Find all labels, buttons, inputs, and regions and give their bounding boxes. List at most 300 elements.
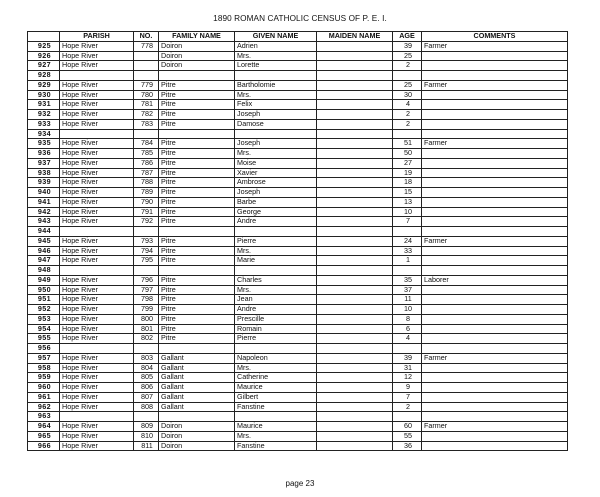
parish-cell: Hope River [60, 363, 134, 373]
maiden-name-cell [317, 295, 393, 305]
parish-cell: Hope River [60, 285, 134, 295]
maiden-name-cell [317, 422, 393, 432]
table-row [28, 61, 568, 71]
family-name-cell [159, 129, 235, 139]
comments-cell [422, 51, 568, 61]
family-name-cell: Gallant [159, 373, 235, 383]
given-name-cell [235, 266, 317, 276]
family-name-cell: Pitre [159, 256, 235, 266]
line-number-cell: 943 [28, 217, 60, 227]
given-name-cell [235, 344, 317, 354]
age-cell: 30 [393, 90, 422, 100]
table-row [28, 119, 568, 129]
no-cell [134, 51, 159, 61]
given-name-cell: Marie [235, 256, 317, 266]
age-cell: 2 [393, 402, 422, 412]
parish-cell: Hope River [60, 383, 134, 393]
family-name-cell: Pitre [159, 119, 235, 129]
line-number-cell: 957 [28, 353, 60, 363]
no-cell [134, 227, 159, 237]
comments-cell [422, 412, 568, 422]
comments-cell [422, 431, 568, 441]
given-name-cell: Gilbert [235, 392, 317, 402]
family-name-cell: Pitre [159, 217, 235, 227]
given-name-cell: Damose [235, 119, 317, 129]
no-cell [134, 412, 159, 422]
maiden-name-cell [317, 256, 393, 266]
given-name-cell: Mrs. [235, 285, 317, 295]
family-name-cell: Pitre [159, 149, 235, 159]
line-number-cell: 961 [28, 392, 60, 402]
line-number-cell: 952 [28, 305, 60, 315]
maiden-name-cell [317, 285, 393, 295]
maiden-name-cell [317, 188, 393, 198]
header-no: NO. [134, 32, 159, 42]
comments-cell [422, 392, 568, 402]
given-name-cell: Joseph [235, 188, 317, 198]
comments-cell [422, 402, 568, 412]
line-number-cell: 926 [28, 51, 60, 61]
maiden-name-cell [317, 139, 393, 149]
table-row [28, 227, 568, 237]
maiden-name-cell [317, 275, 393, 285]
age-cell: 10 [393, 207, 422, 217]
given-name-cell: Romain [235, 324, 317, 334]
line-number-cell: 939 [28, 178, 60, 188]
maiden-name-cell [317, 431, 393, 441]
line-number-cell: 949 [28, 275, 60, 285]
family-name-cell: Pitre [159, 197, 235, 207]
maiden-name-cell [317, 197, 393, 207]
table-row [28, 207, 568, 217]
age-cell: 35 [393, 275, 422, 285]
family-name-cell [159, 266, 235, 276]
line-number-cell: 964 [28, 422, 60, 432]
maiden-name-cell [317, 324, 393, 334]
age-cell: 33 [393, 246, 422, 256]
parish-cell: Hope River [60, 324, 134, 334]
table-row [28, 90, 568, 100]
family-name-cell: Pitre [159, 188, 235, 198]
no-cell: 787 [134, 168, 159, 178]
header-given-name: GIVEN NAME [235, 32, 317, 42]
given-name-cell: Maurice [235, 422, 317, 432]
comments-cell [422, 227, 568, 237]
comments-cell [422, 295, 568, 305]
parish-cell: Hope River [60, 314, 134, 324]
age-cell: 31 [393, 363, 422, 373]
header-comments: COMMENTS [422, 32, 568, 42]
line-number-cell: 932 [28, 110, 60, 120]
parish-cell: Hope River [60, 295, 134, 305]
table-row [28, 41, 568, 51]
line-number-cell: 963 [28, 412, 60, 422]
comments-cell: Farmer [422, 41, 568, 51]
age-cell [393, 129, 422, 139]
maiden-name-cell [317, 353, 393, 363]
age-cell [393, 412, 422, 422]
maiden-name-cell [317, 373, 393, 383]
no-cell: 802 [134, 334, 159, 344]
family-name-cell: Pitre [159, 158, 235, 168]
line-number-cell: 936 [28, 149, 60, 159]
no-cell: 792 [134, 217, 159, 227]
line-number-cell: 965 [28, 431, 60, 441]
no-cell: 810 [134, 431, 159, 441]
maiden-name-cell [317, 51, 393, 61]
age-cell: 15 [393, 188, 422, 198]
header-row [28, 32, 568, 42]
no-cell: 808 [134, 402, 159, 412]
table-row [28, 188, 568, 198]
no-cell: 807 [134, 392, 159, 402]
given-name-cell [235, 71, 317, 81]
line-number-cell: 959 [28, 373, 60, 383]
parish-cell: Hope River [60, 178, 134, 188]
parish-cell: Hope River [60, 51, 134, 61]
line-number-cell: 953 [28, 314, 60, 324]
given-name-cell: Mrs. [235, 90, 317, 100]
table-row [28, 334, 568, 344]
line-number-cell: 948 [28, 266, 60, 276]
family-name-cell: Gallant [159, 383, 235, 393]
age-cell: 36 [393, 441, 422, 451]
table-row [28, 217, 568, 227]
no-cell [134, 266, 159, 276]
age-cell: 7 [393, 217, 422, 227]
given-name-cell [235, 129, 317, 139]
parish-cell: Hope River [60, 100, 134, 110]
line-number-cell: 954 [28, 324, 60, 334]
family-name-cell: Gallant [159, 353, 235, 363]
table-row [28, 80, 568, 90]
table-row [28, 324, 568, 334]
parish-cell: Hope River [60, 431, 134, 441]
given-name-cell: Napoleon [235, 353, 317, 363]
parish-cell: Hope River [60, 256, 134, 266]
no-cell: 784 [134, 139, 159, 149]
no-cell: 791 [134, 207, 159, 217]
maiden-name-cell [317, 314, 393, 324]
comments-cell [422, 110, 568, 120]
no-cell: 778 [134, 41, 159, 51]
no-cell [134, 129, 159, 139]
comments-cell: Farmer [422, 236, 568, 246]
maiden-name-cell [317, 129, 393, 139]
age-cell: 37 [393, 285, 422, 295]
family-name-cell: Doiron [159, 61, 235, 71]
table-row [28, 422, 568, 432]
no-cell: 811 [134, 441, 159, 451]
family-name-cell: Gallant [159, 402, 235, 412]
no-cell: 805 [134, 373, 159, 383]
family-name-cell: Pitre [159, 334, 235, 344]
table-row [28, 412, 568, 422]
age-cell: 12 [393, 373, 422, 383]
parish-cell: Hope River [60, 139, 134, 149]
maiden-name-cell [317, 344, 393, 354]
parish-cell: Hope River [60, 275, 134, 285]
comments-cell [422, 158, 568, 168]
age-cell: 25 [393, 51, 422, 61]
line-number-cell: 951 [28, 295, 60, 305]
no-cell [134, 71, 159, 81]
family-name-cell: Gallant [159, 363, 235, 373]
parish-cell [60, 227, 134, 237]
line-number-cell: 962 [28, 402, 60, 412]
no-cell: 801 [134, 324, 159, 334]
maiden-name-cell [317, 266, 393, 276]
no-cell: 794 [134, 246, 159, 256]
family-name-cell: Pitre [159, 168, 235, 178]
age-cell: 1 [393, 256, 422, 266]
line-number-cell: 925 [28, 41, 60, 51]
comments-cell [422, 383, 568, 393]
line-number-cell: 927 [28, 61, 60, 71]
age-cell: 50 [393, 149, 422, 159]
table-row [28, 363, 568, 373]
line-number-cell: 930 [28, 90, 60, 100]
age-cell: 19 [393, 168, 422, 178]
table-row [28, 256, 568, 266]
given-name-cell: Lorette [235, 61, 317, 71]
given-name-cell [235, 412, 317, 422]
maiden-name-cell [317, 217, 393, 227]
comments-cell [422, 90, 568, 100]
parish-cell [60, 129, 134, 139]
comments-cell [422, 168, 568, 178]
family-name-cell: Gallant [159, 392, 235, 402]
maiden-name-cell [317, 158, 393, 168]
given-name-cell: Mrs. [235, 431, 317, 441]
given-name-cell: Catherine [235, 373, 317, 383]
age-cell: 39 [393, 41, 422, 51]
header-age: AGE [393, 32, 422, 42]
given-name-cell: Prescille [235, 314, 317, 324]
comments-cell [422, 285, 568, 295]
given-name-cell: Joseph [235, 139, 317, 149]
family-name-cell: Pitre [159, 110, 235, 120]
family-name-cell: Pitre [159, 314, 235, 324]
table-row [28, 441, 568, 451]
age-cell: 18 [393, 178, 422, 188]
comments-cell [422, 246, 568, 256]
comments-cell [422, 71, 568, 81]
table-row [28, 392, 568, 402]
given-name-cell: Andre [235, 217, 317, 227]
age-cell: 2 [393, 61, 422, 71]
given-name-cell [235, 227, 317, 237]
table-row [28, 431, 568, 441]
given-name-cell: Mrs. [235, 149, 317, 159]
comments-cell [422, 334, 568, 344]
parish-cell: Hope River [60, 41, 134, 51]
line-number-cell: 935 [28, 139, 60, 149]
given-name-cell: Pierre [235, 236, 317, 246]
age-cell: 8 [393, 314, 422, 324]
maiden-name-cell [317, 236, 393, 246]
maiden-name-cell [317, 100, 393, 110]
table-row [28, 71, 568, 81]
family-name-cell: Pitre [159, 207, 235, 217]
parish-cell: Hope River [60, 236, 134, 246]
line-number-cell: 956 [28, 344, 60, 354]
maiden-name-cell [317, 168, 393, 178]
line-number-cell: 947 [28, 256, 60, 266]
family-name-cell [159, 227, 235, 237]
page-title: 1890 ROMAN CATHOLIC CENSUS OF P. E. I. [213, 14, 387, 23]
line-number-cell: 946 [28, 246, 60, 256]
header-line-number [28, 32, 60, 42]
age-cell [393, 227, 422, 237]
parish-cell: Hope River [60, 61, 134, 71]
maiden-name-cell [317, 402, 393, 412]
comments-cell [422, 188, 568, 198]
line-number-cell: 950 [28, 285, 60, 295]
table-row [28, 246, 568, 256]
comments-cell [422, 266, 568, 276]
no-cell: 796 [134, 275, 159, 285]
table-row [28, 275, 568, 285]
parish-cell: Hope River [60, 168, 134, 178]
no-cell: 790 [134, 197, 159, 207]
given-name-cell: Charles [235, 275, 317, 285]
given-name-cell: Fanstine [235, 402, 317, 412]
maiden-name-cell [317, 363, 393, 373]
given-name-cell: Mrs. [235, 363, 317, 373]
maiden-name-cell [317, 334, 393, 344]
given-name-cell: Fanstine [235, 441, 317, 451]
given-name-cell: Joseph [235, 110, 317, 120]
no-cell [134, 344, 159, 354]
table-row [28, 353, 568, 363]
age-cell [393, 344, 422, 354]
maiden-name-cell [317, 90, 393, 100]
family-name-cell: Pitre [159, 100, 235, 110]
parish-cell: Hope River [60, 246, 134, 256]
comments-cell: Farmer [422, 422, 568, 432]
maiden-name-cell [317, 392, 393, 402]
maiden-name-cell [317, 119, 393, 129]
line-number-cell: 955 [28, 334, 60, 344]
parish-cell: Hope River [60, 392, 134, 402]
parish-cell: Hope River [60, 402, 134, 412]
maiden-name-cell [317, 246, 393, 256]
comments-cell [422, 256, 568, 266]
comments-cell [422, 178, 568, 188]
comments-cell [422, 207, 568, 217]
parish-cell: Hope River [60, 305, 134, 315]
family-name-cell: Doiron [159, 51, 235, 61]
no-cell: 781 [134, 100, 159, 110]
table-row [28, 158, 568, 168]
no-cell: 780 [134, 90, 159, 100]
age-cell: 9 [393, 383, 422, 393]
family-name-cell [159, 412, 235, 422]
comments-cell [422, 149, 568, 159]
age-cell: 60 [393, 422, 422, 432]
no-cell [134, 61, 159, 71]
age-cell: 27 [393, 158, 422, 168]
table-row [28, 100, 568, 110]
table-row [28, 305, 568, 315]
given-name-cell: Moise [235, 158, 317, 168]
parish-cell: Hope River [60, 80, 134, 90]
given-name-cell: Andre [235, 305, 317, 315]
line-number-cell: 937 [28, 158, 60, 168]
comments-cell: Farmer [422, 353, 568, 363]
no-cell: 797 [134, 285, 159, 295]
age-cell: 4 [393, 334, 422, 344]
table-row [28, 285, 568, 295]
family-name-cell: Pitre [159, 295, 235, 305]
no-cell: 800 [134, 314, 159, 324]
parish-cell: Hope River [60, 441, 134, 451]
family-name-cell: Pitre [159, 275, 235, 285]
age-cell: 55 [393, 431, 422, 441]
parish-cell [60, 344, 134, 354]
no-cell: 806 [134, 383, 159, 393]
parish-cell: Hope River [60, 353, 134, 363]
comments-cell: Farmer [422, 80, 568, 90]
family-name-cell: Pitre [159, 246, 235, 256]
maiden-name-cell [317, 412, 393, 422]
table-row [28, 197, 568, 207]
maiden-name-cell [317, 227, 393, 237]
table-row [28, 383, 568, 393]
maiden-name-cell [317, 80, 393, 90]
family-name-cell [159, 71, 235, 81]
table-row [28, 236, 568, 246]
comments-cell [422, 373, 568, 383]
maiden-name-cell [317, 207, 393, 217]
parish-cell: Hope River [60, 334, 134, 344]
no-cell: 804 [134, 363, 159, 373]
table-row [28, 129, 568, 139]
parish-cell: Hope River [60, 158, 134, 168]
no-cell: 785 [134, 149, 159, 159]
no-cell: 798 [134, 295, 159, 305]
maiden-name-cell [317, 441, 393, 451]
line-number-cell: 940 [28, 188, 60, 198]
table-row [28, 266, 568, 276]
table-row [28, 51, 568, 61]
parish-cell: Hope River [60, 197, 134, 207]
maiden-name-cell [317, 61, 393, 71]
line-number-cell: 960 [28, 383, 60, 393]
parish-cell [60, 266, 134, 276]
table-row [28, 139, 568, 149]
age-cell: 6 [393, 324, 422, 334]
parish-cell [60, 412, 134, 422]
age-cell: 2 [393, 110, 422, 120]
maiden-name-cell [317, 110, 393, 120]
line-number-cell: 938 [28, 168, 60, 178]
line-number-cell: 942 [28, 207, 60, 217]
given-name-cell: Pierre [235, 334, 317, 344]
family-name-cell: Pitre [159, 236, 235, 246]
given-name-cell: Ambrose [235, 178, 317, 188]
age-cell: 25 [393, 80, 422, 90]
no-cell: 779 [134, 80, 159, 90]
comments-cell: Laborer [422, 275, 568, 285]
parish-cell: Hope River [60, 188, 134, 198]
line-number-cell: 958 [28, 363, 60, 373]
line-number-cell: 966 [28, 441, 60, 451]
family-name-cell: Doiron [159, 422, 235, 432]
page-number: page 23 [285, 479, 315, 488]
comments-cell [422, 129, 568, 139]
